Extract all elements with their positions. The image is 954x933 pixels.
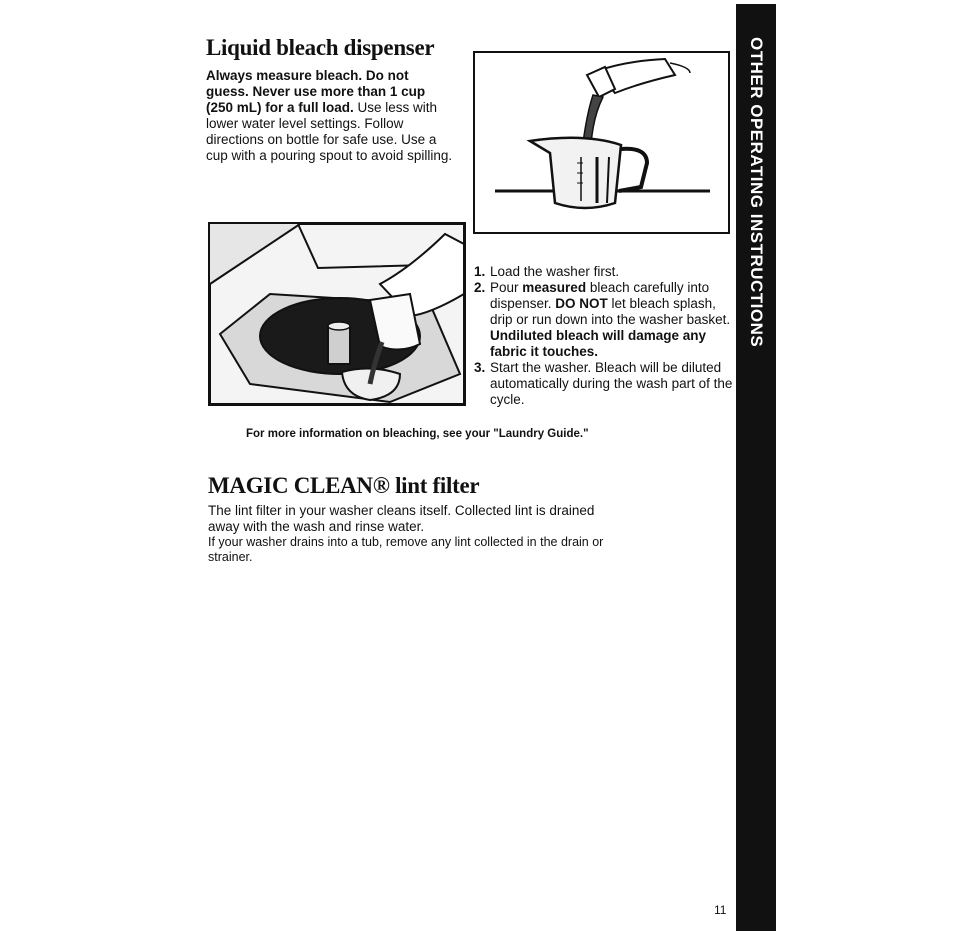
lint-paragraph-1: The lint filter in your washer cleans itself. Collected lint is drained away with the wash and rinse water. (208, 503, 595, 534)
step-number: 3. (474, 360, 486, 375)
step-text (490, 264, 619, 280)
page-number: 11 (714, 903, 727, 917)
section-title-lint-filter: MAGIC CLEAN® lint filter (208, 473, 480, 498)
bleach-steps-list (474, 264, 736, 408)
step-text (490, 360, 736, 408)
chapter-sidebar-label: OTHER OPERATING INSTRUCTIONS (747, 37, 766, 348)
bleach-intro-text: Use less with lower water level settings. Follow directions on bottle for safe use. Use a cup with a pouring spout to avoid spilling. (206, 100, 453, 163)
section-title-bleach: Liquid bleach dispenser (206, 35, 435, 60)
more-info-note: For more information on bleaching, see your "Laundry Guide." (246, 428, 589, 440)
step-item (474, 280, 736, 360)
step-item (474, 360, 736, 408)
step-text-part: bleach carefully into dispenser. (490, 280, 710, 311)
washer-dispenser-drawing (210, 224, 464, 404)
step-item (474, 264, 736, 280)
chapter-sidebar-tab (736, 4, 776, 931)
step-text-emphasis: measured (522, 280, 587, 295)
bleach-intro (206, 68, 454, 164)
measuring-cup-drawing (475, 53, 728, 232)
step-text-part: Load the washer first. (490, 264, 620, 279)
step-number: 2. (474, 280, 486, 295)
step-text-part: let bleach splash, drip or run down into the washer basket. (490, 296, 731, 327)
lint-paragraph-2: If your washer drains into a tub, remove any lint collected in the drain or strainer. (208, 535, 604, 564)
step-number: 1. (474, 264, 486, 279)
illustration-washer-dispenser (208, 222, 466, 406)
step-text (490, 280, 736, 360)
bleach-intro-warning: Always measure bleach. Do not guess. Never use more than 1 cup (250 mL) for a full load. (206, 68, 426, 115)
step-text-emphasis: DO NOT (555, 296, 608, 311)
step-text-emphasis: Undiluted bleach will damage any fabric it touches. (490, 328, 707, 359)
step-text-part: Pour (490, 280, 523, 295)
illustration-measuring-cup (473, 51, 730, 234)
step-text-part: Start the washer. Bleach will be diluted automatically during the wash part of the cycle. (490, 360, 733, 407)
